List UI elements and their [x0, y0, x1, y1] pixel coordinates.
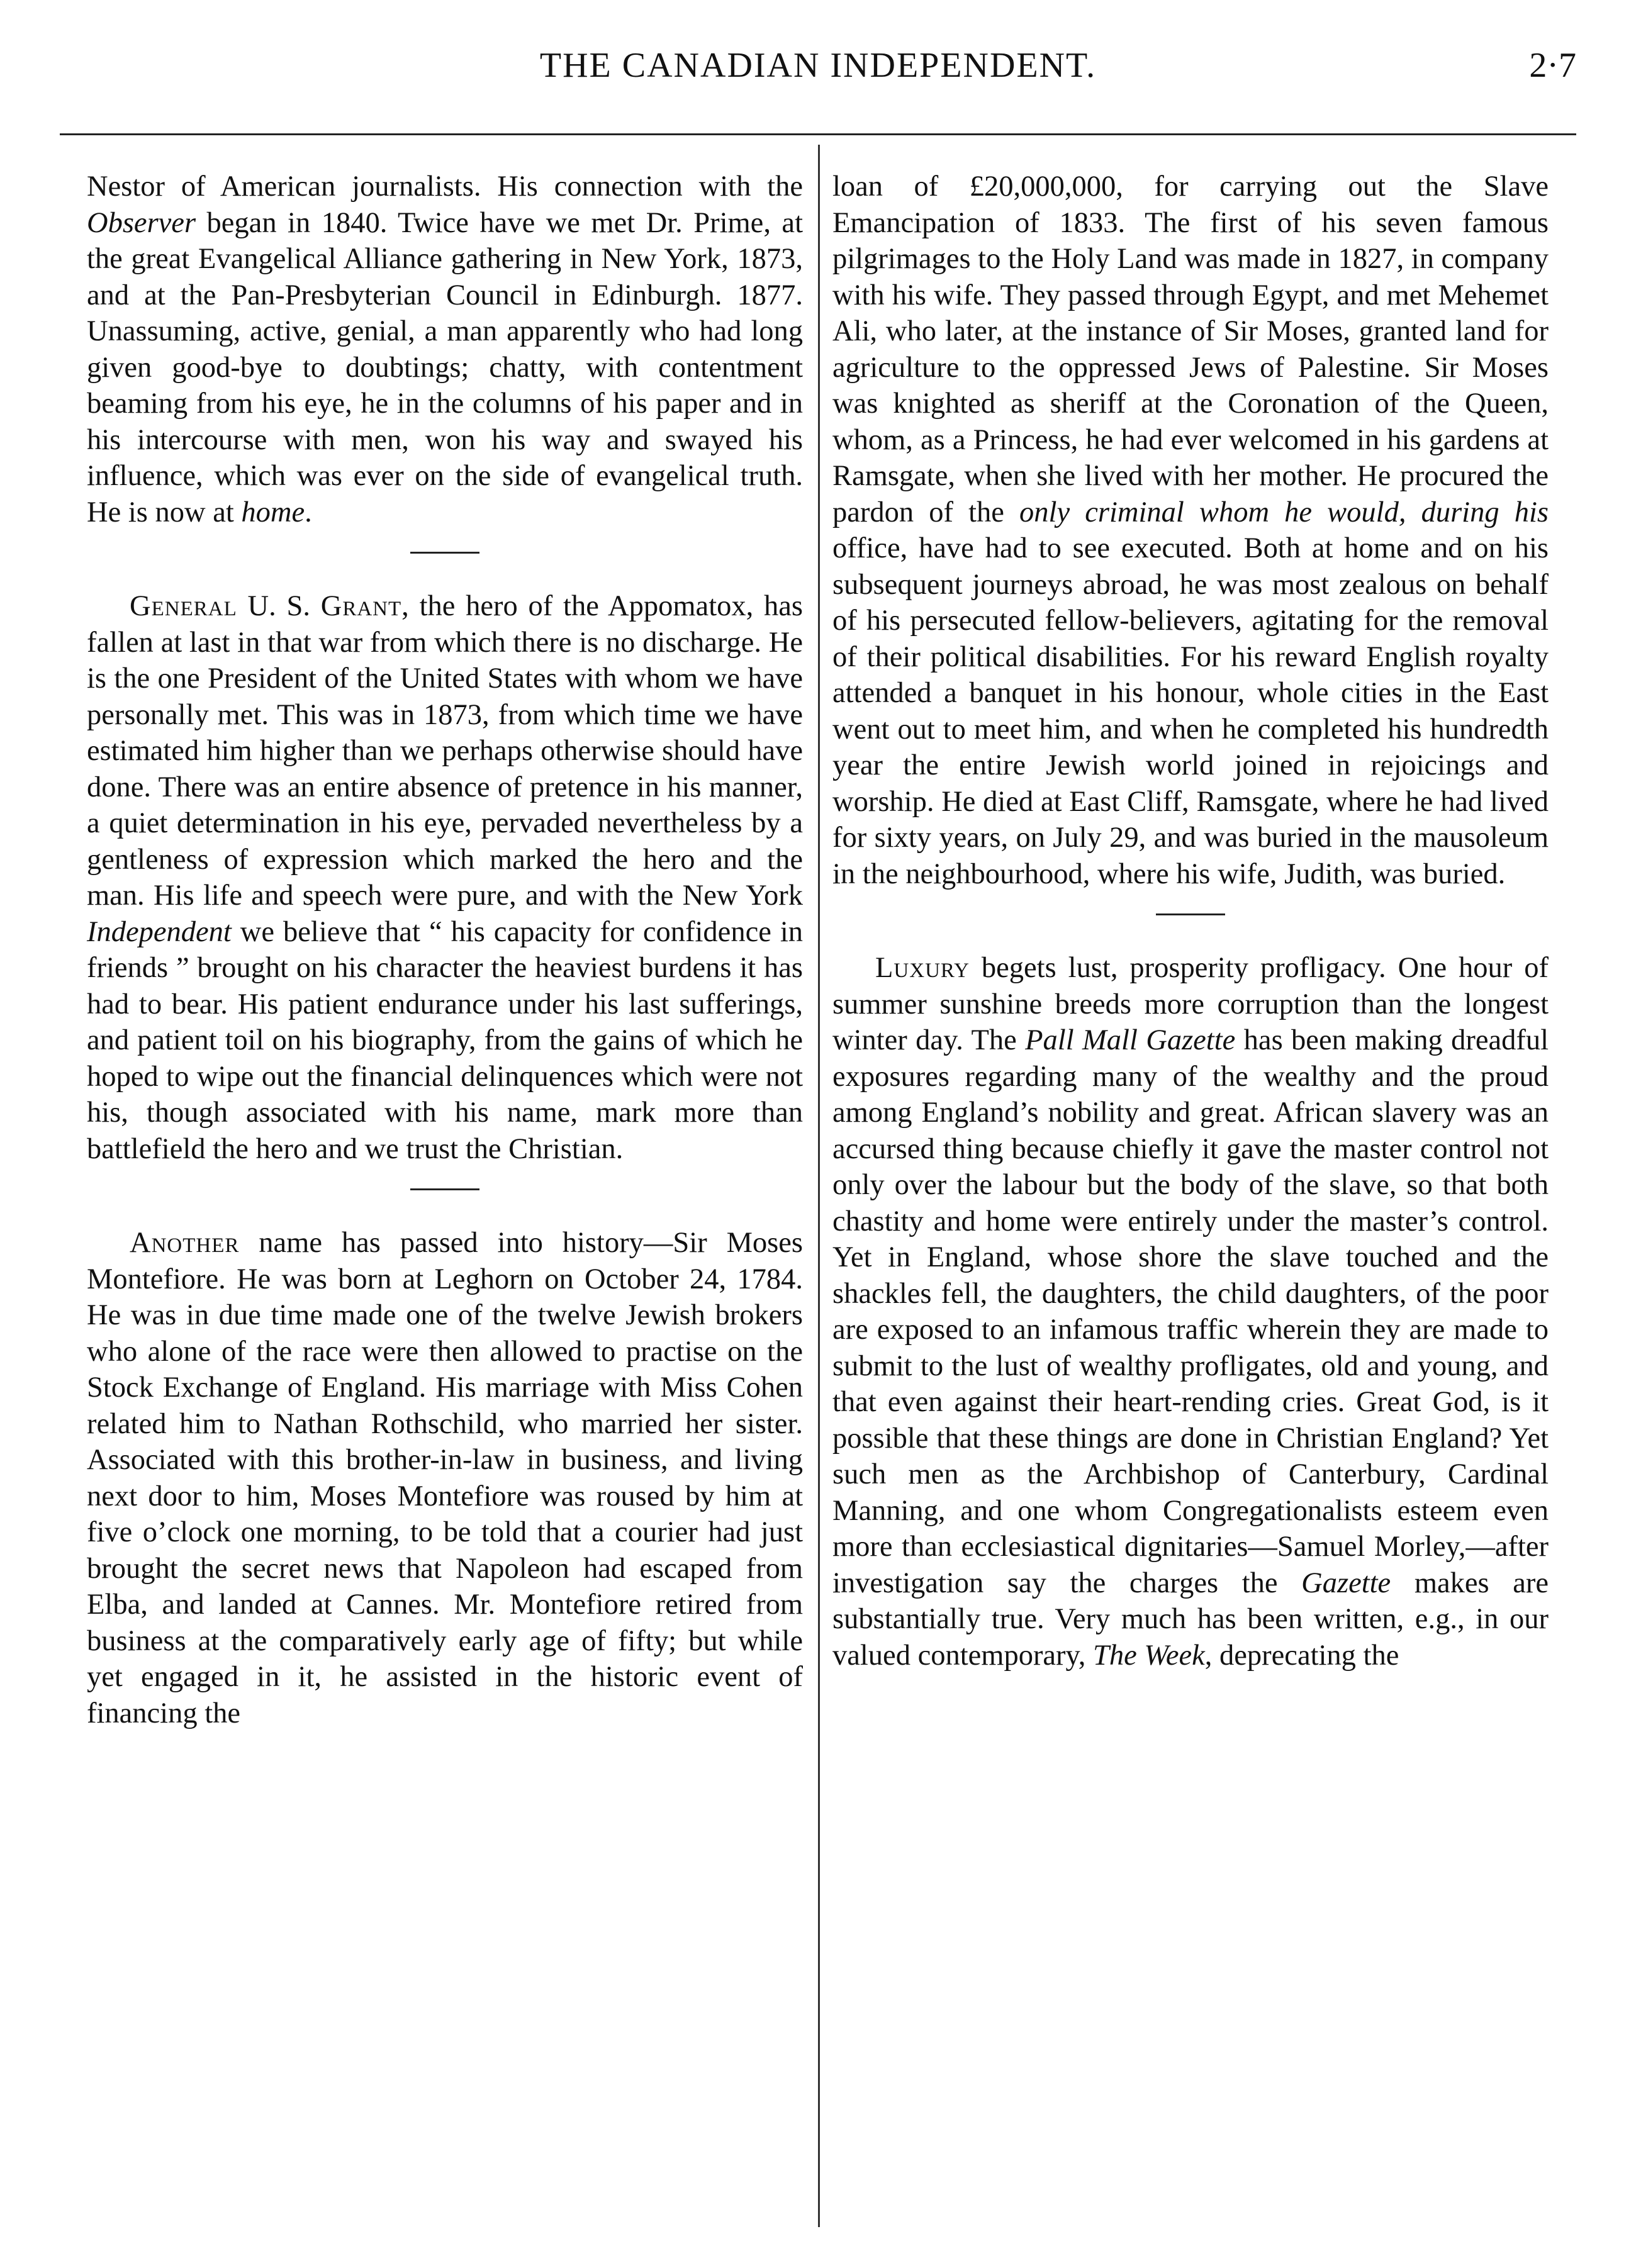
article-luxury	[832, 950, 1549, 1673]
text-run: loan of £20,000,000, for carrying out the Slave Emancipation of 1833. The first of his seven famous pilgrimages to the Holy Land was made in 1827, in company with his wife. They passed through Egypt, and met Mehemet Ali, who later, at the instance of Sir Moses, granted land for agriculture to the oppressed Jews of Palestine. Sir Moses was knighted as sheriff at the Coronation of the Queen, whom, as a Princess, he had ever welcomed in his gardens at Ramsgate, when she lived with her mother. He procured the pardon of the	[832, 170, 1549, 528]
text-run: , the hero of the Appomatox, has fallen at last in that war from which there is no discharge. He is the one President of the United States with whom we have personally met. This was in 1873, from which time we have estimated him higher than we perhaps otherwise should have done. There was an entire absence of pretence in his manner, a quiet determination in his eye, pervaded nevertheless by a gentleness of expression which marked the hero and the man. His life and speech were pure, and with the New York	[87, 590, 803, 912]
text-run: begets lust, prosperity profligacy. One hour of summer sunshine breeds more corruption than the longest winter day. The	[832, 952, 1549, 1056]
lead-in: Another	[130, 1227, 240, 1259]
text-run: name has passed into history—Sir Moses Montefiore. He was born at Leghorn on October 24, 1784. He was in due time made one of the twelve Jewish brokers who alone of the race were then allowed to practise on the Stock Exchange of England. His marriage with Miss Cohen related him to Nathan Rothschild, who married her sister. Associated with this brother-in-law in business, and living next door to him, Moses Montefiore was roused by him at five o’clock one morning, to be told that a courier had just brought the secret news that Napoleon had escaped from Elba, and landed at Cannes. Mr. Montefiore retired from business at the comparatively early age of fifty; but while yet engaged in it, he assisted in the historic event of financing the	[87, 1227, 803, 1729]
article-prime-continuation	[87, 169, 803, 530]
article-montefiore	[87, 1225, 803, 1731]
right-column	[832, 169, 1549, 1673]
italic-run: only criminal whom he would, during his	[1019, 496, 1549, 528]
text-run: office, have had to see executed. Both at home and on his subsequent journeys abroad, he was most zealous on behalf of his persecuted fellow-believers, agitating for the removal of their political disabilities. For his reward English royalty attended a banquet in his honour, whole cities in the East went out to meet him, and when he completed his hundredth year the entire Jewish world joined in rejoicings and worship. He died at East Cliff, Ramsgate, where he had lived for sixty years, on July 29, and was buried in the mausoleum in the neighbourhood, where his wife, Judith, was buried.	[832, 532, 1549, 890]
text-run: .	[305, 496, 312, 528]
text-run: U. S.	[237, 590, 321, 622]
header-rule	[60, 133, 1576, 135]
italic-run: Gazette	[1301, 1567, 1391, 1599]
left-column	[87, 169, 803, 1731]
column-divider	[818, 145, 820, 2227]
text-run: we believe that “ his capacity for confidence in friends ” brought on his character the heaviest burdens it has had to bear. His patient endurance under his last sufferings, and patient toil on his biography, from the gains of which he hoped to wipe out the financial delinquences which were not his, though associated with his name, mark more than battlefield the hero and we trust the Christian.	[87, 915, 803, 1165]
section-separator	[87, 1176, 803, 1201]
article-grant	[87, 588, 803, 1167]
section-separator	[832, 901, 1549, 926]
text-run: makes are substantially true. Very much has been written, e.g., in our valued contemporary,	[832, 1567, 1549, 1672]
italic-run: Pall Mall Gazette	[1025, 1024, 1236, 1056]
lead-in: General	[130, 590, 237, 622]
page-title: THE CANADIAN INDEPENDENT.	[539, 46, 1097, 85]
text-run: has been making dreadful exposures regarding many of the wealthy and the proud among England’s nobility and great. African slavery was an accursed thing because chiefly it gave the master control not only over the labour but the body of the slave, so that both chastity and home were entirely under the master’s control. Yet in England, whose shore the slave touched and the shackles fell, the daughters, the child daughters, of the poor are exposed to an infamous traffic wherein they are made to submit to the lust of wealthy profligates, old and young, and that even against their heart-rending cries. Great God, is it possible that these things are done in Christian England? Yet such men as the Archbishop of Canterbury, Cardinal Manning, and one whom Congregationalists esteem even more than ecclesiastical dignitaries—Samuel Morley,—after investigation say the charges the	[832, 1024, 1549, 1599]
italic-run: Observer	[87, 206, 196, 239]
text-run: Nestor of American journalists. His connection with the	[87, 170, 803, 203]
article-montefiore-continuation	[832, 169, 1549, 892]
text-run: , deprecating the	[1204, 1639, 1399, 1672]
page-number: 2·7	[1529, 46, 1576, 85]
italic-run: The Week	[1093, 1639, 1205, 1672]
running-head	[60, 45, 1576, 102]
italic-run: home	[241, 496, 305, 528]
italic-run: Independent	[87, 915, 232, 948]
section-separator	[87, 539, 803, 564]
text-run: began in 1840. Twice have we met Dr. Prime, at the great Evangelical Alliance gathering in New York, 1873, and at the Pan-Presbyterian Council in Edinburgh. 1877. Unassuming, active, genial, a man apparently who had long given good-bye to doubtings; chatty, with contentment beaming from his eye, he in the columns of his paper and in his intercourse with men, won his way and swayed his influence, which was ever on the side of evangelical truth. He is now at	[87, 206, 803, 528]
lead-in: Grant	[320, 590, 402, 622]
lead-in: Luxury	[875, 952, 970, 984]
